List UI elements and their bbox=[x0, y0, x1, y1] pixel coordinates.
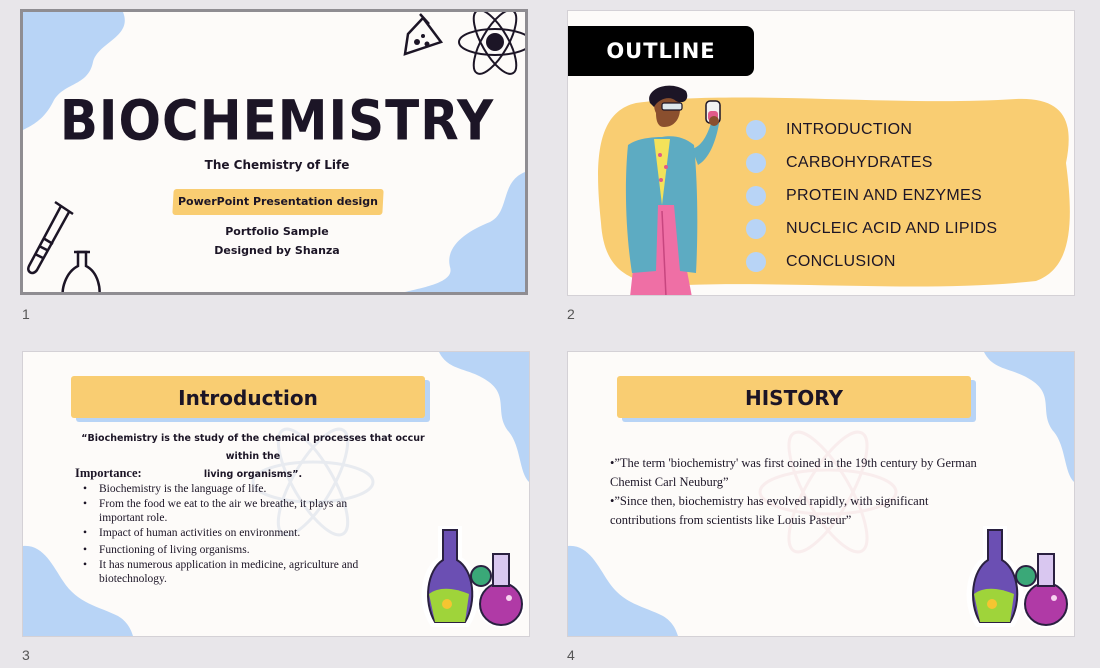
history-paragraph: •”The term 'biochemistry' was first coined in the 19th century by German Chemist Carl Neuburg” bbox=[610, 456, 977, 489]
designer-line: Designed by Shanza bbox=[214, 244, 340, 257]
blue-blob-decoration bbox=[439, 352, 529, 482]
blue-blob-decoration bbox=[568, 526, 678, 636]
outline-item bbox=[746, 113, 1066, 146]
portfolio-line: Portfolio Sample bbox=[225, 225, 329, 238]
outline-item bbox=[746, 179, 1066, 212]
history-paragraph: •”Since then, biochemistry has evolved rapidly, with significant contributions from scientists like Louis Pasteur” bbox=[610, 494, 929, 527]
scientist-illustration bbox=[614, 85, 734, 296]
outline-list bbox=[746, 113, 1066, 278]
slide-subtitle: The Chemistry of Life bbox=[204, 158, 350, 172]
list-item: • Biochemistry is the language of life. bbox=[83, 483, 267, 495]
outline-item-label: CONCLUSION bbox=[786, 252, 896, 270]
bullet-circle-icon bbox=[746, 153, 766, 173]
importance-list bbox=[83, 482, 403, 587]
list-item: • From the food we eat to the air we breathe, it plays an important role. bbox=[83, 498, 348, 524]
bullet-circle-icon bbox=[746, 219, 766, 239]
chemistry-flasks-sticker bbox=[419, 524, 529, 634]
bullet-circle-icon bbox=[746, 252, 766, 272]
outline-item bbox=[746, 146, 1066, 179]
list-item: • Impact of human activities on environment. bbox=[83, 527, 301, 539]
outline-item-label: NUCLEIC ACID AND LIPIDS bbox=[786, 219, 998, 237]
slide-title: Introduction bbox=[178, 386, 318, 410]
atom-icon bbox=[455, 12, 528, 92]
slide-number: 2 bbox=[567, 306, 575, 322]
outline-item-label: PROTEIN AND ENZYMES bbox=[786, 186, 982, 204]
chemistry-flasks-sticker bbox=[964, 524, 1074, 634]
outline-item bbox=[746, 245, 1066, 278]
bullet-circle-icon bbox=[746, 120, 766, 140]
slide-thumbnail-3[interactable] bbox=[22, 351, 530, 637]
slide-title: BIOCHEMISTRY bbox=[59, 89, 495, 153]
importance-label: Importance: bbox=[75, 466, 142, 480]
bullet-circle-icon bbox=[746, 186, 766, 206]
flask-icon bbox=[393, 12, 448, 60]
slide-thumbnail-4[interactable] bbox=[567, 351, 1075, 637]
slide-number: 1 bbox=[22, 306, 30, 322]
outline-item-label: INTRODUCTION bbox=[786, 120, 913, 138]
quote-line: “Biochemistry is the study of the chemical processes that occur within the bbox=[81, 433, 425, 462]
slide-number: 4 bbox=[567, 647, 575, 663]
quote-line: living organisms”. bbox=[203, 469, 303, 480]
slide-thumbnail-2[interactable] bbox=[567, 10, 1075, 296]
list-item: • Functioning of living organisms. bbox=[83, 544, 250, 556]
list-item: • It has numerous application in medicine, agriculture and biotechnology. bbox=[83, 559, 359, 585]
slide-title: HISTORY bbox=[744, 386, 844, 410]
banner-text: PowerPoint Presentation design bbox=[177, 195, 379, 208]
outline-item-label: CARBOHYDRATES bbox=[786, 153, 933, 171]
slide-thumbnail-1[interactable] bbox=[20, 9, 528, 295]
outline-title: OUTLINE bbox=[606, 39, 716, 63]
blue-blob-decoration bbox=[984, 352, 1074, 482]
outline-item bbox=[746, 212, 1066, 245]
slide-number: 3 bbox=[22, 647, 30, 663]
